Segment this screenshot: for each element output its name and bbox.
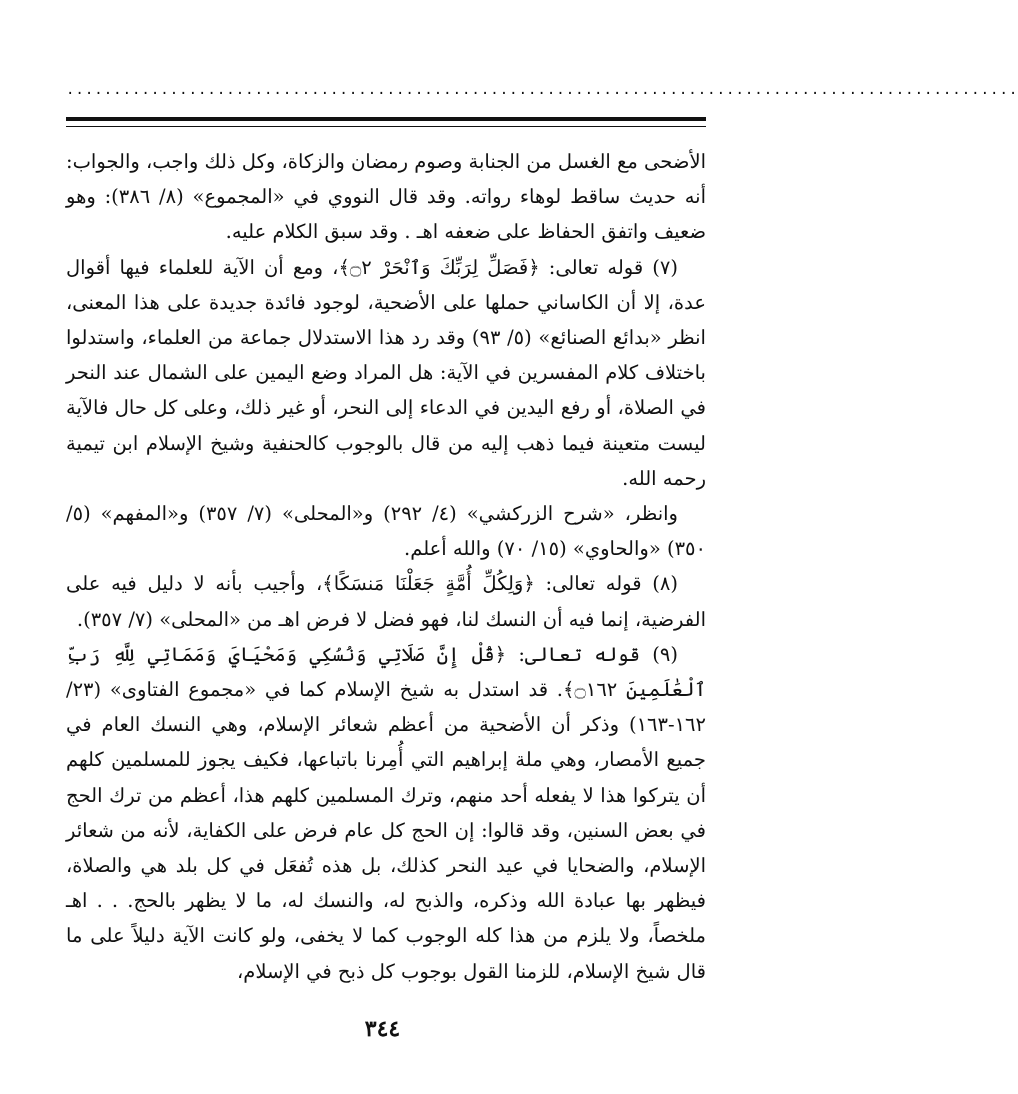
paragraph-continuation: الأضحى مع الغسل من الجنابة وصوم رمضان والزكاة، وكل ذلك واجب، والجواب: أنه حديث ساقط لوهاء رواته. وقد قال النووي في «المجموع» (٨/ ٣٨٦): وهو ضعيف واتفق الحفاظ على ضعفه اهـ . وقد سبق الكلام عليه. [66,150,706,244]
paragraph-note-9: (٩) قوله تعالى: ﴿قُلْ إِنَّ صَلَاتِي وَنُسُكِي وَمَحْيَايَ وَمَمَاتِي لِلَّهِ رَبِّ ٱلْعَٰلَمِينَ ۝١٦٢﴾. قد استدل به شيخ الإسلام كما في «مجموع الفتاوى» (٢٣/ ١٦٢-١٦٣) وذكر أن الأضحية من أعظم شعائر الإسلام، وهي النسك العام في جميع الأمصار، وهي ملة إبراهيم التي أُمِرنا باتباعها، فكيف يجوز للمسلمين كلهم أن يتركوا هذا لا يفعله أحد منهم، وترك المسلمين كلهم هذا، أعظم من ترك الحج في بعض السنين، وقد قالوا: إن الحج كل عام فرض على الكفاية، لأنه من شعائر الإسلام، والضحايا في عيد النحر كذلك، بل هذه تُفعَل في كل بلد هي والصلاة، فيظهر بها عبادة الله وذكره، والذبح له، والنسك له، ما لا يظهر بالحج. . . اهـ ملخصاً، ولا يلزم من هذا كله الوجوب كما لا يخفى، ولو كانت الآية دليلاً على ما قال شيخ الإسلام، للزمنا القول بوجوب كل ذبح في الإسلام، [66,642,706,983]
header-dotted-line: ..................................................................................................... [66,82,1018,98]
paragraph-note-8: (٨) قوله تعالى: ﴿وَلِكُلِّ أُمَّةٍ جَعَلْنَا مَنسَكًا﴾، وأجيب بأنه لا دليل فيه على الفرضية، إنما فيه أن النسك لنا، فهو فضل لا فرض اهـ من «المحلى» (٧/ ٣٥٧). [66,572,706,631]
paragraph-note-7: (٧) قوله تعالى: ﴿فَصَلِّ لِرَبِّكَ وَٱنْحَرْ ۝٢﴾، ومع أن الآية للعلماء فيها أقوال عدة، إلا أن الكاساني حملها على الأضحية، لوجود فائدة جديدة على هذا المعنى، انظر «بدائع الصنائع» (٥/ ٩٣) وقد رد هذا الاستدلال جماعة من العلماء، واستدلوا باختلاف كلام المفسرين في الآية: هل المراد وضع اليمين على الشمال عند النحر في الصلاة، أو رفع اليدين في الدعاء إلى النحر، أو غير ذلك، وعلى كل حال فالآية ليست متعينة فيما ذهب إليه من قال بالوجوب كالحنفية وشيخ الإسلام ابن تيمية رحمه الله. [66,255,706,490]
page-number: ٣٤٤ [364,1016,401,1042]
paragraph-references: وانظر، «شرح الزركشي» (٤/ ٢٩٢) و«المحلى» (٧/ ٣٥٧) و«المفهم» (٥/ ٣٥٠) «والحاوي» (١٥/ ٧٠) والله أعلم. [66,502,706,561]
header-rule-thick [66,117,706,121]
header-rule-thin [66,126,706,127]
page-body [66,144,706,989]
